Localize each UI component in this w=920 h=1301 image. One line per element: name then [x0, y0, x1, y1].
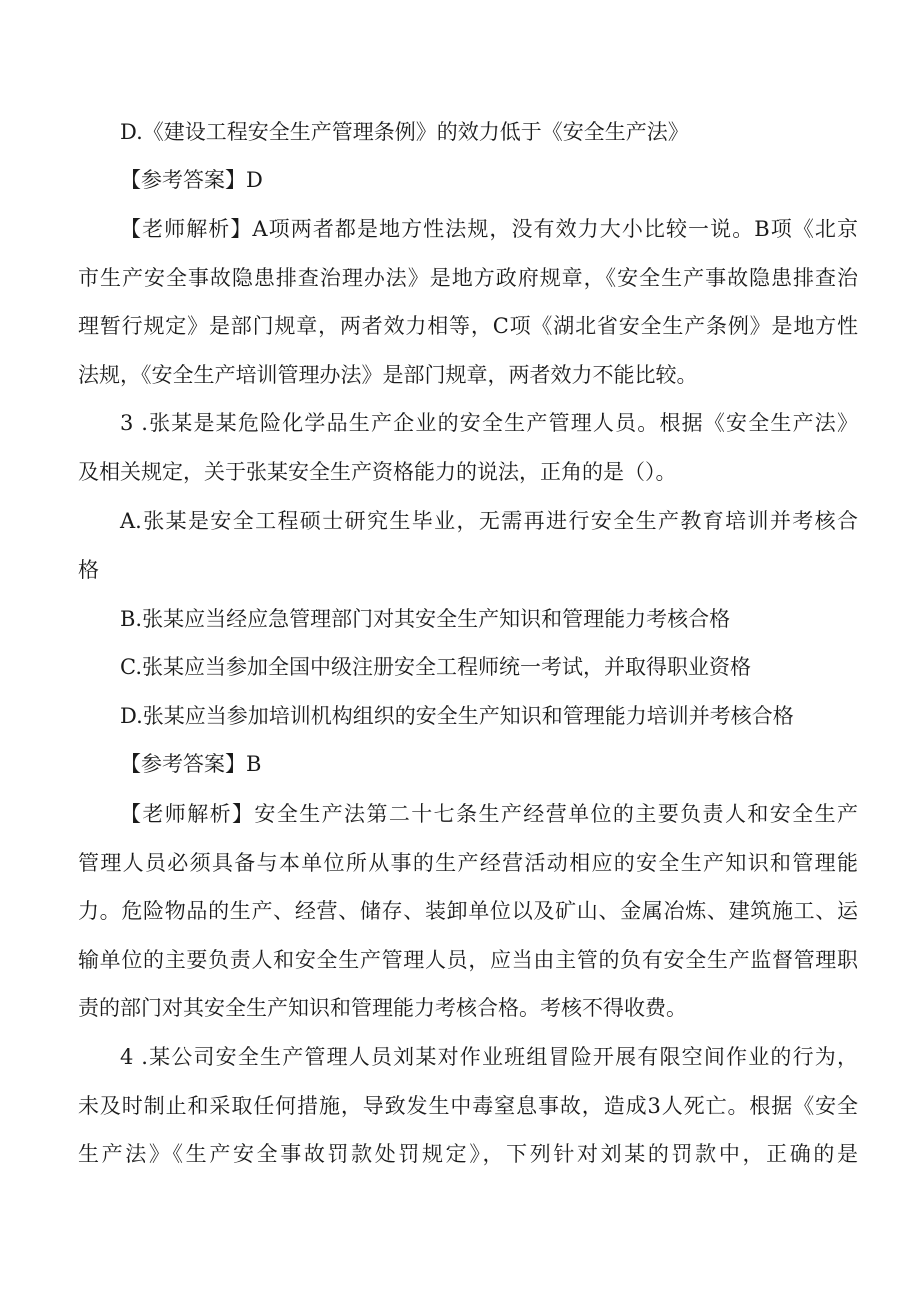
- q4-stem-line-1: 4 .某公司安全生产管理人员刘某对作业班组冒险开展有限空间作业的行为，: [120, 1045, 858, 1069]
- q3-answer: [78, 740, 858, 789]
- q3-option-c: [78, 643, 858, 692]
- q3-analysis-line-5: 责的部门对其安全生产知识和管理能力考核合格。考核不得收费。: [78, 996, 687, 1020]
- q4-stem-line-2: 未及时制止和采取任何措施，导致发生中毒窒息事故，造成3人死亡。根据《安全: [78, 1093, 858, 1118]
- q3-stem-line-1: 3 .张某是某危险化学品生产企业的安全生产管理人员。根据《安全生产法》: [120, 411, 858, 435]
- q3-analysis-line-2: 管理人员必须具备与本单位所从事的生产经营活动相应的安全生产知识和管理能: [78, 850, 858, 875]
- q3-analysis-line-3: 力。危险物品的生产、经营、储存、装卸单位以及矿山、金属冶炼、建筑施工、运: [78, 899, 858, 923]
- q2-analysis-line-3: 理暂行规定》是部门规章，两者效力相等，C项《湖北省安全生产条例》是地方性: [78, 314, 858, 338]
- q2-answer-text: 【参考答案】D: [120, 168, 263, 192]
- q3-answer-text: 【参考答案】B: [120, 752, 262, 776]
- q3-stem-line-2: 及相关规定，关于张某安全生产资格能力的说法，正角的是（）。: [78, 459, 677, 484]
- q3-option-a-line-2: 格: [78, 557, 99, 582]
- q2-analysis-line-1: 【老师解析】A项两者都是地方性法规，没有效力大小比较一说。B项《北京: [120, 217, 858, 241]
- q3-analysis-line-1: 【老师解析】安全生产法第二十七条生产经营单位的主要负责人和安全生产: [120, 802, 858, 826]
- q3-option-a-line-1: A.张某是安全工程硕士研究生毕业，无需再进行安全生产教育培训并考核合: [120, 509, 858, 533]
- q3-option-d-text: D.张某应当参加培训机构组织的安全生产知识和管理能力培训并考核合格: [120, 704, 794, 728]
- q3-analysis-line-4: 输单位的主要负责人和安全生产管理人员，应当由主管的负有安全生产监督管理职: [78, 947, 858, 972]
- q2-analysis-line-4: 法规，《安全生产培训管理办法》是部门规章，两者效力不能比较。: [78, 362, 698, 387]
- q4-stem: [78, 1033, 858, 1179]
- q3-option-d: [78, 692, 858, 741]
- q2-analysis-line-2: 市生产安全事故隐患排查治理办法》是地方政府规章，《安全生产事故隐患排查治: [78, 265, 858, 290]
- q2-analysis: [78, 205, 858, 399]
- q3-option-b-text: B.张某应当经应急管理部门对其安全生产知识和管理能力考核合格: [120, 607, 731, 631]
- q3-stem: [78, 399, 858, 496]
- q3-option-c-text: C.张某应当参加全国中级注册安全工程师统一考试，并取得职业资格: [120, 655, 751, 679]
- q2-answer: [78, 156, 858, 205]
- q3-option-a: [78, 497, 858, 594]
- q2-option-d-text: D.《建设工程安全生产管理条例》的效力低于《安全生产法》: [120, 120, 689, 144]
- q3-option-b: [78, 595, 858, 644]
- q3-analysis: [78, 790, 858, 1033]
- q4-stem-line-3: 生产法》《生产安全事故罚款处罚规定》，下列针对刘某的罚款中，正确的是: [78, 1142, 858, 1166]
- q2-option-d: [78, 108, 858, 157]
